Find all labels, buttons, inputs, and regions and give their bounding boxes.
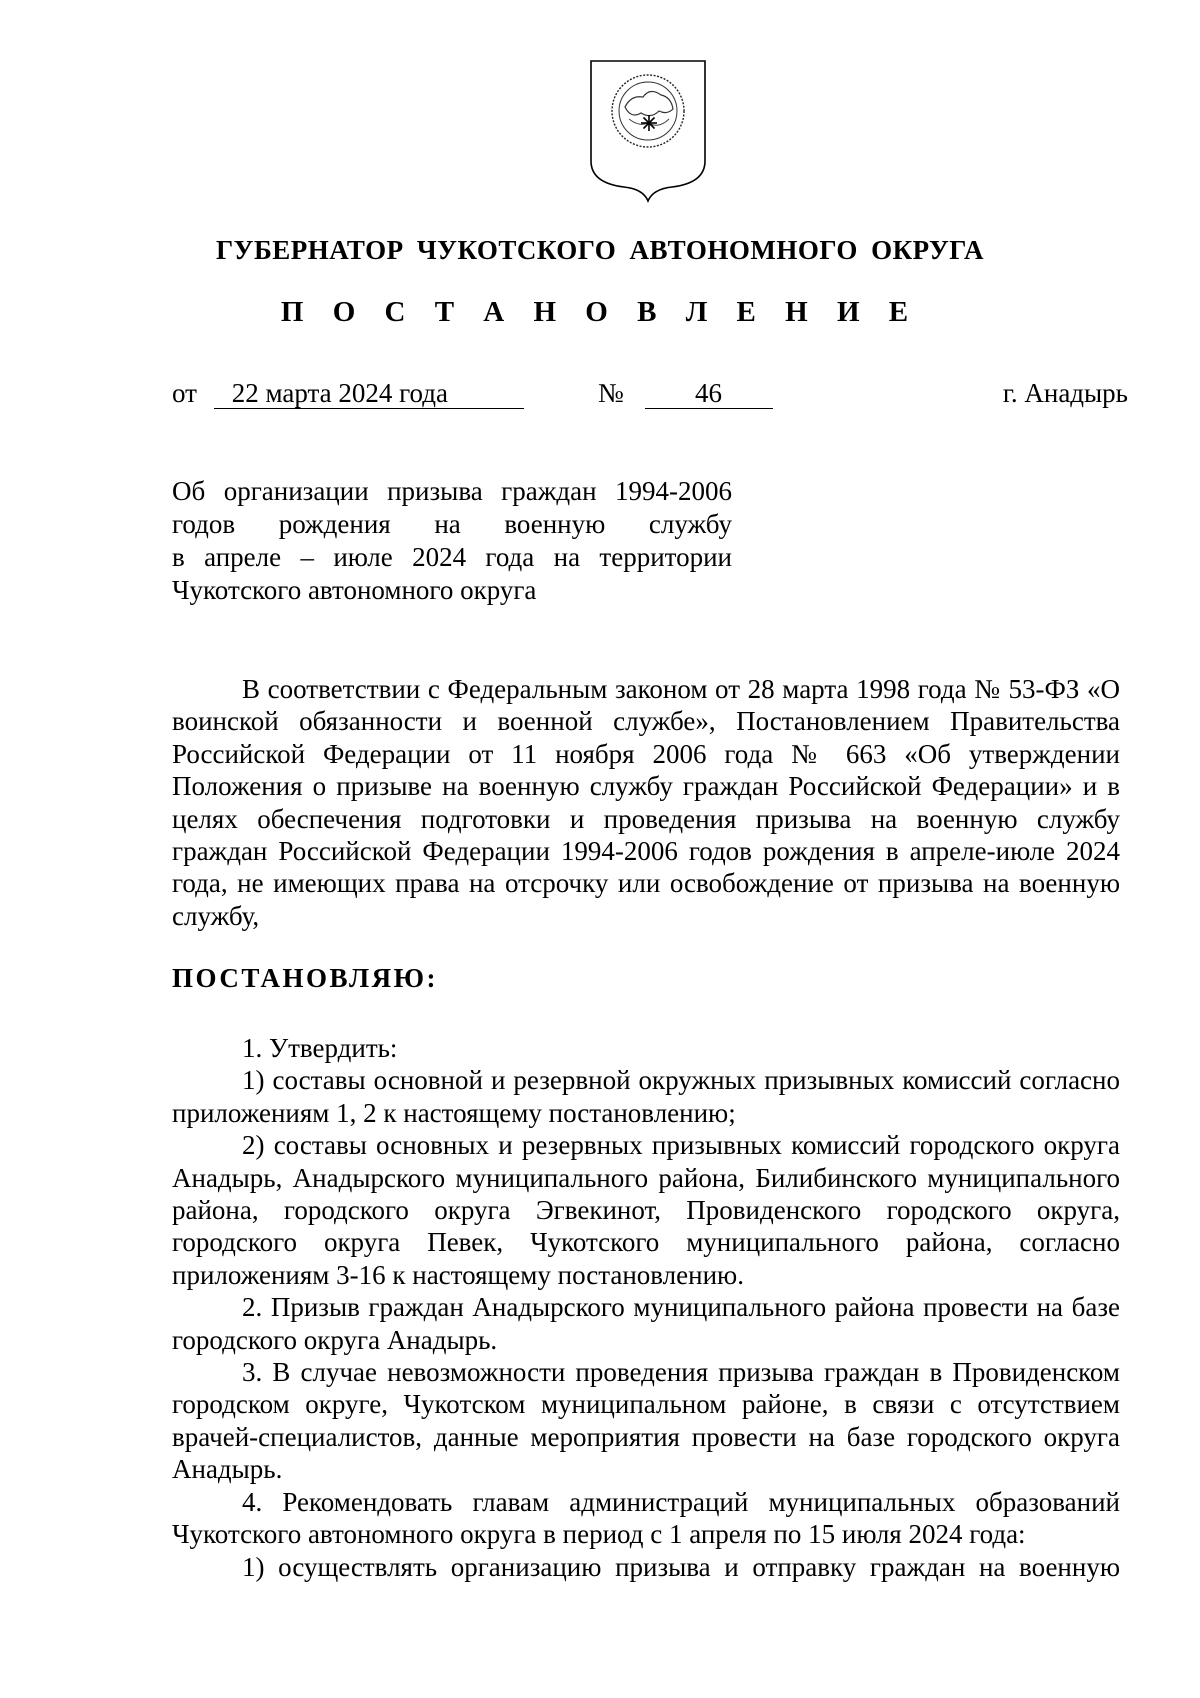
decree-heading: ПОСТАНОВЛЯЮ: [172, 963, 438, 993]
preamble [172, 673, 1120, 932]
issuing-authority: ГУБЕРНАТОР ЧУКОТСКОГО АВТОНОМНОГО ОКРУГА [215, 235, 985, 265]
issue-city: г. Анадырь [1002, 378, 1128, 408]
item-2: 2. Призыв граждан Анадырского муниципального района провести на базе городского округа Анадырь. [172, 1292, 1120, 1355]
decree-items [172, 1032, 1120, 1583]
date-field [172, 377, 524, 409]
number-prefix: № [598, 378, 624, 408]
item-4-subitem-1: 1) осуществлять организацию призыва и отправку граждан на военную [242, 1551, 1120, 1582]
document-type: П О С Т А Н О В Л Е Н И Е [280, 296, 920, 328]
subject-line: Чукотского автономного округа [172, 575, 537, 605]
subject-line: Об организации призыва граждан 1994-2006 [172, 476, 732, 506]
preamble-paragraph: В соответствии с Федеральным законом от 28 марта 1998 года № 53-ФЗ «О воинской обязанности и военной службе», Постановлением Правительства Российской Федерации от 11 ноября 2006 года № 663 «Об утверждении Положения о призыве на военную службу граждан Российской Федерации» и в целях обеспечения подготовки и проведения призыва на военную службу граждан Российской Федерации 1994-2006 годов рождения в апреле-июле 2024 года, не имеющих права на отсрочку или освобождение от призыва на военную службу, [172, 674, 1120, 931]
document-number: 46 [645, 378, 773, 409]
coat-of-arms-emblem [587, 57, 709, 205]
item-4: 4. Рекомендовать главам администраций муниципальных образований Чукотского автономного округа в период с 1 апреля по 15 июля 2024 года: [172, 1486, 1120, 1550]
subject-line: годов рождения на военную службу [172, 509, 732, 539]
item-3: 3. В случае невозможности проведения призыва граждан в Провиденском городском округе, Чукотском муниципальном районе, в связи с отсутствием врачей-специалистов, данные мероприятия провести на базе городского округа Анадырь. [172, 1357, 1120, 1485]
item-1-subitem-1: 1) составы основной и резервной окружных призывных комиссий согласно приложениям 1, 2 к настоящему постановлению; [172, 1065, 1120, 1128]
date-prefix: от [172, 378, 197, 408]
number-field [598, 377, 773, 409]
item-1: 1. Утвердить: [242, 1033, 398, 1063]
subject-line: в апреле – июле 2024 года на территории [172, 542, 732, 572]
document-subject [172, 475, 732, 607]
item-1-subitem-2: 2) составы основных и резервных призывных комиссий городского округа Анадырь, Анадырского муниципального района, Билибинского муниципального района, городского округа Эгвекинот, Провиденского городского округа, городского округа Певек, Чукотского муниципального района, согласно приложениям 3-16 к настоящему постановлению. [172, 1130, 1120, 1290]
document-date: 22 марта 2024 года [214, 378, 524, 409]
